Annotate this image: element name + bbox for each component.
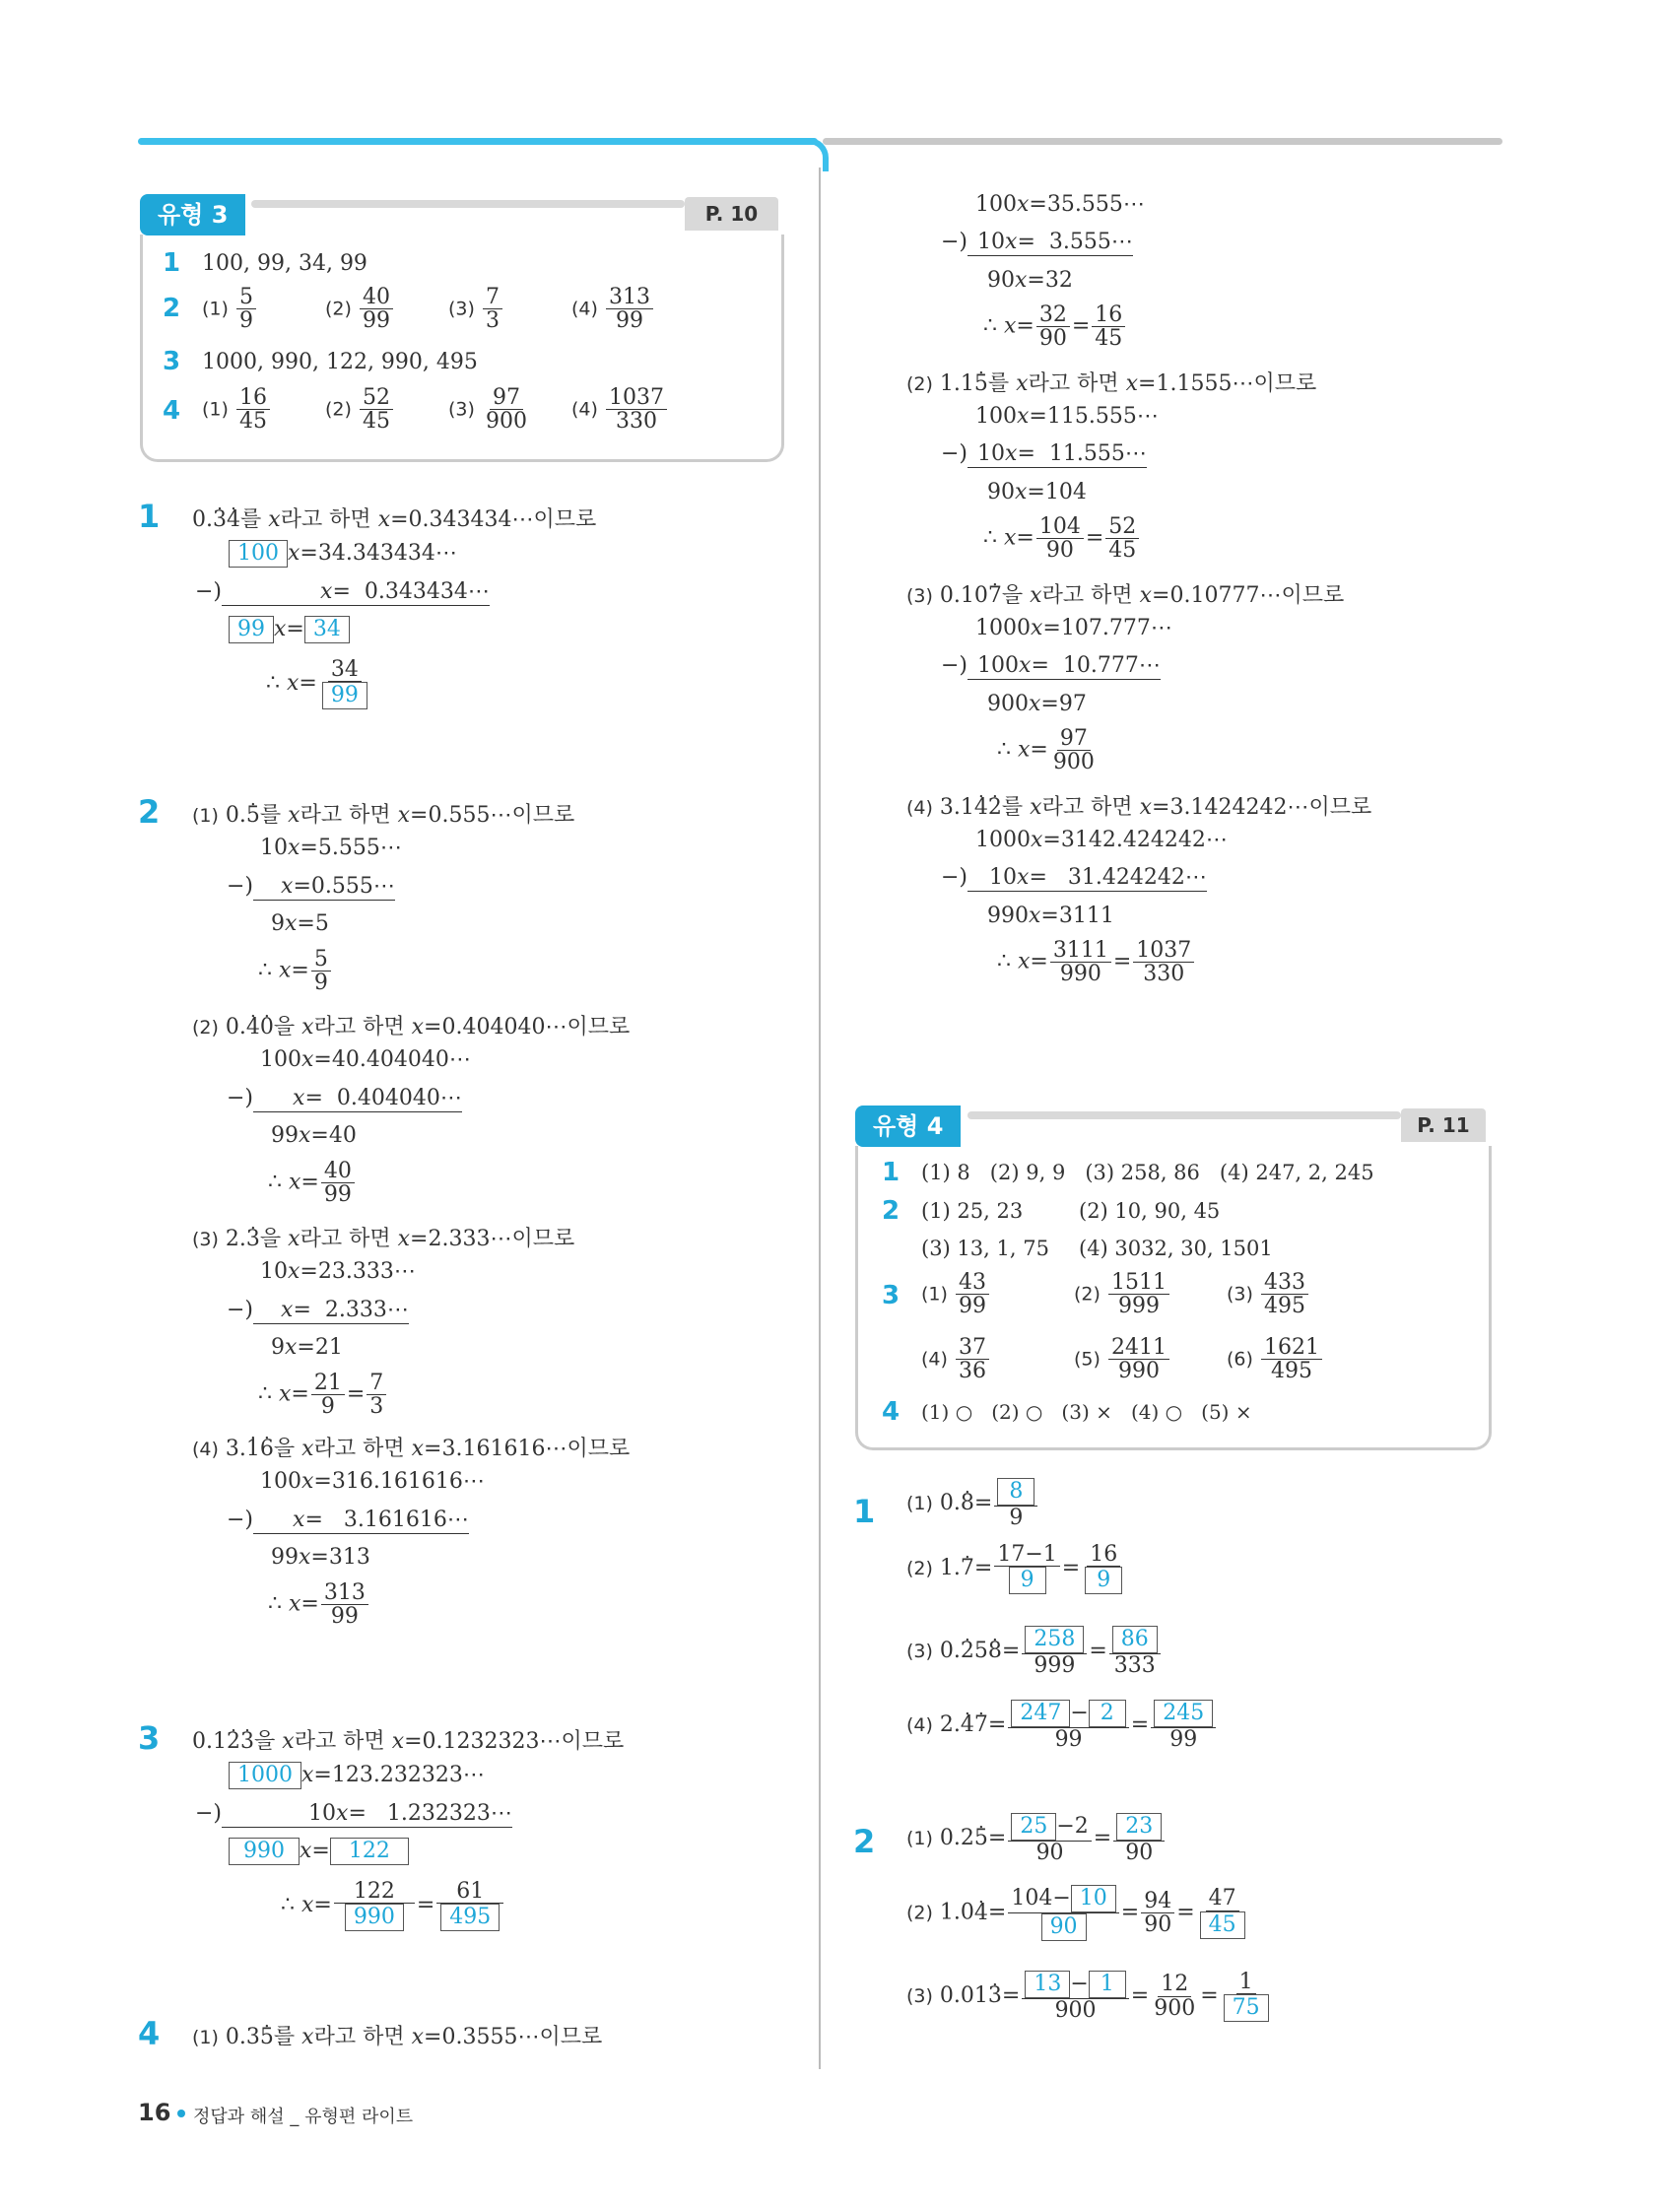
sol2-3-l1: (3) 2.3 .을 x라고 하면 x=2.333⋯이므로 [192,1222,574,1252]
t4-sol1-1: (1) 0.8 .= $\frac{8}{9}$ [906,1478,1039,1529]
sol4-3-l4: 900x=97 [987,692,1087,716]
sol2-3-l3: −) x= 2.333⋯ [227,1298,409,1322]
sol4-2-l5: ∴ x= $\frac{104}{90}$ = $\frac{52}{45}$ [983,515,1141,562]
t3-a3-num: 3 [163,347,181,376]
footer-page-number: 16 [138,2099,171,2126]
sol2-3-l2: 10x=23.333⋯ [260,1259,416,1284]
sol4-2-l4: 90x=104 [987,480,1087,504]
type4-tag-line [967,1111,1401,1119]
sol4-1-l4: 90x=32 [987,268,1073,293]
sol2-2-l5: ∴ x= $\frac{40}{99}$ [268,1160,357,1206]
t4-a2-3: (3) 13, 1, 75 [921,1237,1049,1260]
sol4-4-l5: ∴ x= $\frac{3111}{990}$ = $\frac{1037}{330}$ [997,939,1196,985]
sol4-2-l2: 100x=115.555⋯ [975,404,1159,429]
answer-fraction: (2) $\frac{40}{99}$ [325,286,395,332]
sol4-4-l1: (4) 3.14 .2 .를 x라고 하면 x=3.1424242⋯이므로 [906,790,1371,821]
sol1-line5: ∴ x= $\frac{34}{99}$ [266,658,372,709]
t4-sol2-3: (3) 0.013 .= $\frac{13 - 1}{900}$ = $\frac{12}{900}$ = $\frac{1}{75}$ [906,1971,1274,2022]
answer-fraction: (1) $\frac{43}{99}$ [921,1271,991,1317]
header-line-left [138,138,818,145]
sol3-line1: 0.12 .3 .을 x라고 하면 x=0.1232323⋯이므로 [192,1724,624,1755]
answer-fraction: (4) $\frac{37}{36}$ [921,1336,991,1382]
sol2-4-l1: (4) 3.1 .6 .을 x라고 하면 x=3.161616⋯이므로 [192,1432,630,1462]
sol3-num: 3 [138,1719,161,1757]
sol4-2-l3: −) 10x= 11.555⋯ [941,441,1147,466]
column-divider [819,168,821,2069]
sol3-line2: 1000 x=123.232323⋯ [229,1762,485,1789]
sol2-4-l2: 100x=316.161616⋯ [260,1469,485,1494]
sol4-3-l3: −) 100x= 10.777⋯ [941,653,1161,678]
sol2-1-l2: 10x=5.555⋯ [260,836,402,860]
t4-sol2-num: 2 [853,1823,876,1860]
t4-a2-4: (4) 3032, 30, 1501 [1079,1237,1273,1260]
type3-tag: 유형 3 [140,194,245,235]
t3-a1-text: 100, 99, 34, 99 [202,251,367,276]
sol2-4-l5: ∴ x= $\frac{313}{99}$ [268,1581,370,1628]
t3-a2-num: 2 [163,294,181,323]
t4-sol1-2: (2) 1.7 .= $\frac{17-1}{9}$ = $\frac{16}{9}$ [906,1543,1127,1594]
t4-a3-num: 3 [882,1281,901,1310]
sol2-3-l4: 9x=21 [271,1335,343,1360]
answer-fraction: (2) $\frac{52}{45}$ [325,386,395,433]
t4-a2-1: (1) 25, 23 [921,1199,1024,1223]
type4-page: P. 11 [1401,1108,1486,1142]
t4-sol1-3: (3) 0.2 .58 .= $\frac{258}{999}$ = $\frac{86}{333}$ [906,1626,1163,1677]
sol4-4-l3: −) 10x= 31.424242⋯ [941,865,1207,890]
sol1-line3: −) x= 0.343434⋯ [195,579,490,604]
answer-fraction: (4) $\frac{313}{99}$ [571,286,655,332]
t4-sol2-2: (2) 1.04 .= $\frac{104- 10}{90}$ = $\frac{94}{90}$ = $\frac{47}{45}$ [906,1885,1250,1941]
sol2-1-l1: (1) 0.5 .를 x라고 하면 x=0.555⋯이므로 [192,798,574,829]
sol3-line4: 990 x= 122 [229,1838,409,1865]
answer-fraction: (1) $\frac{5}{9}$ [202,286,258,332]
sol2-1-l3: −) x=0.555⋯ [227,874,395,899]
sol4-3-l5: ∴ x= $\frac{97}{900}$ [997,726,1095,775]
answer-fraction: (4) $\frac{1037}{330}$ [571,386,669,433]
t4-a4-text: (1) ○ (2) ○ (3) × (4) ○ (5) × [921,1400,1252,1424]
t4-sol1-4: (4) 2.4 .7 .= $\frac{247 - 2}{99}$ = $\frac{245}{99}$ [906,1700,1218,1751]
type3-page: P. 10 [685,197,778,231]
sol4-4-l4: 990x=3111 [987,904,1114,928]
sol2-4-l4: 99x=313 [271,1545,370,1570]
sol4-1-l1: (1) 0.35 .를 x라고 하면 x=0.3555⋯이므로 [192,2020,602,2050]
sol2-4-l3: −) x= 3.161616⋯ [227,1508,469,1532]
type4-tag: 유형 4 [855,1106,961,1147]
sol4-1-l3: −) 10x= 3.555⋯ [941,230,1133,254]
footer-text: 정답과 해설 _ 유형편 라이트 [193,2107,414,2127]
sol4-1-l5: ∴ x= $\frac{32}{90}$ = $\frac{16}{45}$ [983,303,1127,350]
answer-fraction: (3) $\frac{7}{3}$ [448,286,504,332]
sol2-num: 2 [138,793,161,831]
sol2-2-l2: 100x=40.404040⋯ [260,1047,471,1072]
t3-a4-num: 4 [163,396,181,426]
sol3-line5: ∴ x= $\frac{122}{990}$ = $\frac{61}{495}$ [281,1880,505,1931]
sol1-line1: 0.3 .4 .를 x라고 하면 x=0.343434⋯이므로 [192,503,596,533]
sol3-line3: −) 10x= 1.232323⋯ [195,1801,512,1826]
sol4-3-l1: (3) 0.107 .을 x라고 하면 x=0.10777⋯이므로 [906,578,1344,609]
t4-a1-num: 1 [882,1158,901,1187]
sol4-2-l1: (2) 1.15 .를 x라고 하면 x=1.1555⋯이므로 [906,367,1316,397]
answer-fraction: (3) $\frac{97}{900}$ [448,385,527,435]
type3-tag-line [251,200,685,208]
answer-fraction: (1) $\frac{16}{45}$ [202,386,272,433]
sol2-1-l4: 9x=5 [271,911,329,936]
sol2-3-l5: ∴ x= $\frac{21}{9}$ = $\frac{7}{3}$ [258,1372,388,1418]
sol4-3-l2: 1000x=107.777⋯ [975,616,1172,640]
footer-dot [177,2110,185,2117]
sol1-line4: 99 x= 34 [229,616,350,643]
t3-a1-num: 1 [163,248,181,278]
t4-a1-text: (1) 8 (2) 9, 9 (3) 258, 86 (4) 247, 2, 245 [921,1161,1374,1184]
sol4-1-l2: 100x=35.555⋯ [975,192,1145,217]
t4-sol1-num: 1 [853,1493,876,1530]
sol2-2-l1: (2) 0.4 .0 .을 x라고 하면 x=0.404040⋯이므로 [192,1010,630,1040]
t4-a4-num: 4 [882,1397,901,1427]
answer-fraction: (2) $\frac{1511}{999}$ [1074,1271,1171,1317]
answer-fraction: (3) $\frac{433}{495}$ [1227,1271,1310,1317]
t4-sol2-1: (1) 0.25 .= $\frac{25 -2}{90}$ = $\frac{23}{90}$ [906,1813,1167,1864]
sol1-num: 1 [138,498,161,535]
answer-fraction: (6) $\frac{1621}{495}$ [1227,1336,1324,1382]
sol4-4-l2: 1000x=3142.424242⋯ [975,828,1228,852]
sol2-2-l3: −) x= 0.404040⋯ [227,1086,462,1110]
header-line-right [823,138,1502,145]
sol4-num: 4 [138,2015,161,2052]
sol2-2-l4: 99x=40 [271,1123,357,1148]
sol2-1-l5: ∴ x= $\frac{5}{9}$ [258,948,333,994]
sol1-line2: 100 x=34.343434⋯ [229,540,457,568]
t3-a3-text: 1000, 990, 122, 990, 495 [202,350,478,374]
answer-fraction: (5) $\frac{2411}{990}$ [1074,1336,1171,1382]
t4-a2-num: 2 [882,1196,901,1226]
t4-a2-2: (2) 10, 90, 45 [1079,1199,1221,1223]
